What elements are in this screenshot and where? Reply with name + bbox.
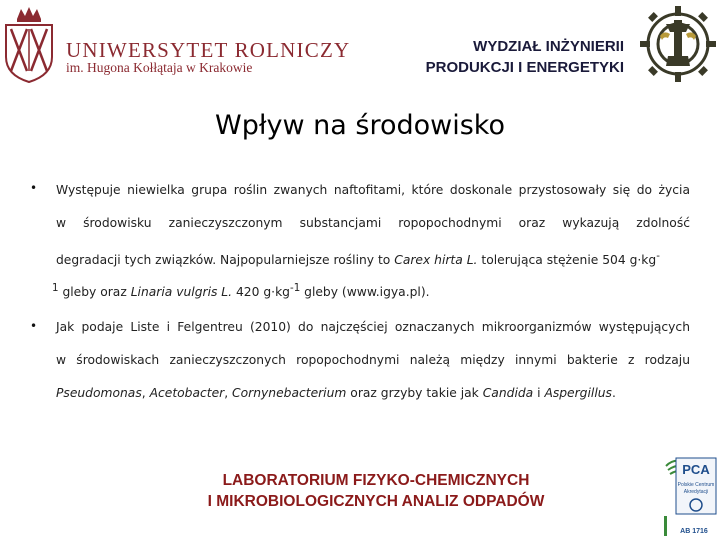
pca-subtitle-1: Polskie Centrum <box>677 482 715 488</box>
bullet-1-line-4 <box>52 282 686 299</box>
text-span: gleby (www.igya.pl). <box>300 285 430 300</box>
university-crest-icon <box>3 5 55 83</box>
genus-name: Acetobacter <box>149 386 225 400</box>
university-subtitle: im. Hugona Kołłątaja w Krakowie <box>66 60 253 75</box>
pca-subtitle-2: Akredytacji <box>683 489 709 495</box>
text-span: 420 g·kg <box>232 285 290 300</box>
genus-name: Candida <box>482 386 534 400</box>
species-name: Linaria vulgris L. <box>130 285 233 300</box>
bullet-2-line-2: w środowiskach zanieczyszczonych ropopochodnymi należą między innymi bakterie z rodzaju <box>56 353 690 367</box>
university-name: UNIWERSYTET ROLNICZY <box>66 38 351 62</box>
faculty-line-1: WYDZIAŁ INŻYNIERII <box>473 38 624 55</box>
text-span: , <box>141 386 150 400</box>
laboratory-line-1: LABORATORIUM FIZYKO-CHEMICZNYCH <box>222 472 530 489</box>
bullet-1-line-1: Występuje niewielka grupa roślin zwanych naftofitami, które doskonale przystosowały się do życia <box>56 183 690 197</box>
bullet-1-line-2: w środowisku zanieczyszczonym substancjami ropopochodnymi oraz wykazują zdolność <box>56 216 690 230</box>
faculty-emblem-icon <box>638 2 718 86</box>
text-span: i <box>533 386 545 400</box>
slide-header <box>0 0 720 90</box>
superscript: 1 <box>52 282 59 294</box>
text-span: . <box>611 386 616 400</box>
pca-code: AB 1716 <box>680 528 708 535</box>
bullet-marker: • <box>30 181 38 195</box>
genus-name: Pseudomonas <box>56 386 142 400</box>
species-name: Carex hirta L. <box>394 253 478 268</box>
pca-label: PCA <box>682 462 710 477</box>
bullet-1-line-3 <box>56 250 690 267</box>
faculty-name <box>426 36 624 78</box>
text-span: tolerująca stężenie 504 g·kg <box>477 253 657 268</box>
pca-accreditation-logo-icon <box>664 456 718 538</box>
genus-name: Cornynebacterium <box>232 386 347 400</box>
slide-title: Wpływ na środowisko <box>215 110 505 141</box>
bullet-2-line-3 <box>56 386 690 400</box>
faculty-line-2: PRODUKCJI I ENERGETYKI <box>425 59 624 76</box>
superscript: -1 <box>290 282 301 294</box>
text-span: oraz grzyby takie jak <box>346 386 483 400</box>
text-span: , <box>224 386 233 400</box>
bullet-marker: • <box>30 319 38 333</box>
laboratory-line-2: I MIKROBIOLOGICZNYCH ANALIZ ODPADÓW <box>207 493 545 510</box>
bullet-2-line-1: Jak podaje Liste i Felgentreu (2010) do najczęściej oznaczanych mikroorganizmów występujących <box>56 320 690 334</box>
text-span: degradacji tych związków. Najpopularniejsze rośliny to <box>56 253 395 268</box>
genus-name: Aspergillus <box>544 386 612 400</box>
laboratory-name <box>176 470 576 512</box>
superscript: - <box>656 250 660 262</box>
text-span: gleby oraz <box>58 285 131 300</box>
